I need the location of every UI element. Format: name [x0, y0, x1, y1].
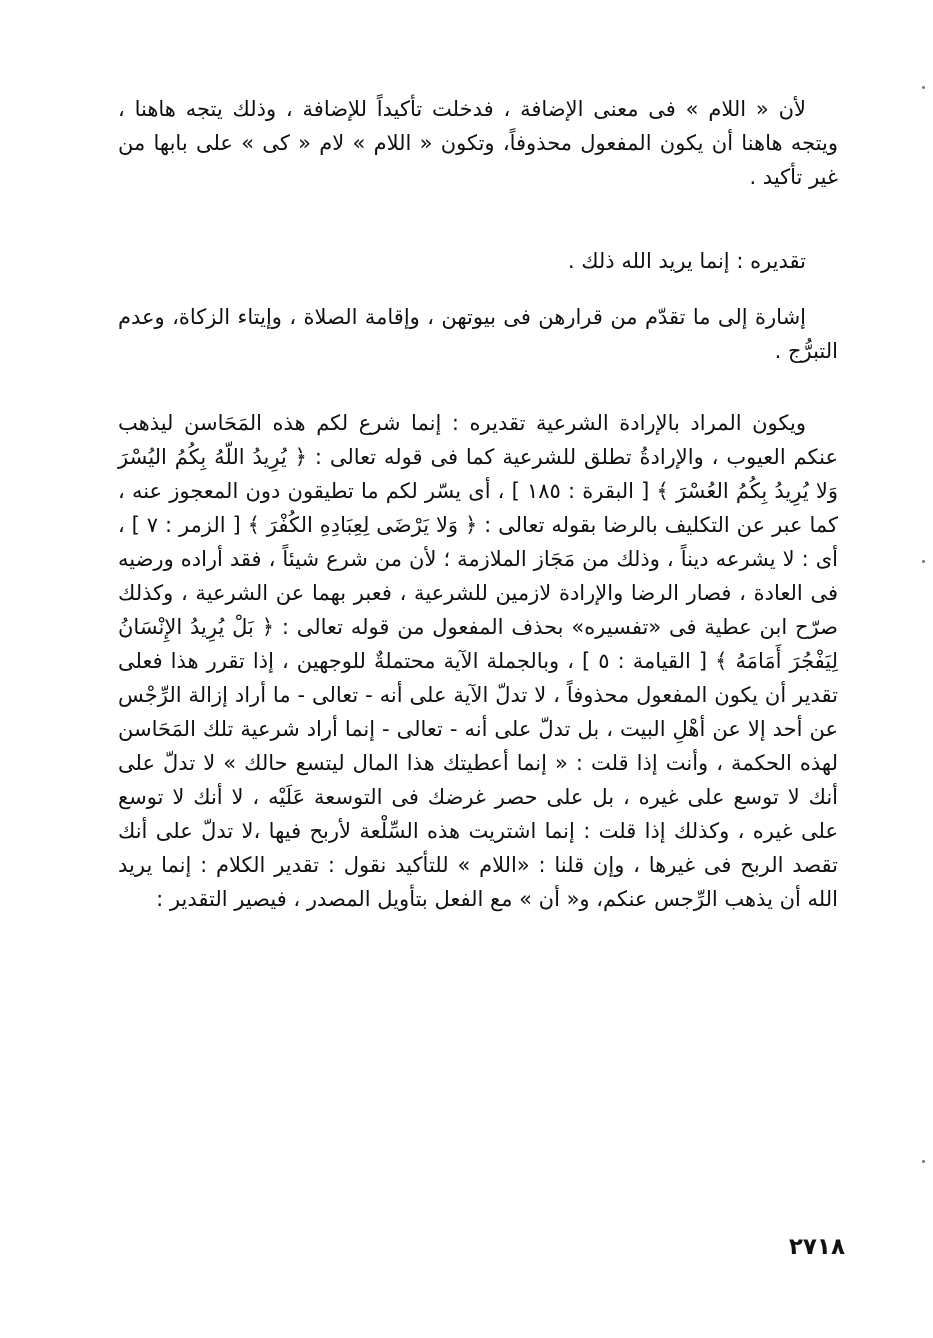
scan-speck [922, 86, 925, 89]
paragraph-text: إشارة إلى ما تقدّم من قرارهن فى بيوتهن ، وإقامة الصلاة ، وإيتاء الزكاة، وعدم التبرُّج . [118, 305, 838, 363]
scan-speck [922, 1160, 925, 1163]
paragraph-text: تقديره : إنما يريد الله ذلك . [567, 249, 806, 273]
paragraph-4 [118, 406, 838, 916]
paragraph-2 [118, 244, 838, 278]
paragraph-text: ويكون المراد بالإرادة الشرعية تقديره : إنما شرع لكم هذه المَحَاسن ليذهب عنكم العيوب ، والإرادةُ تطلق للشرعية كما فى قوله تعالى : ﴿ يُرِيدُ اللّهُ بِكُمُ اليُسْرَ وَلا يُرِيدُ بِكُمُ العُسْرَ ﴾ [ البقرة : ١٨٥ ] ، أى يسّر لكم ما تطيقون دون المعجوز عنه ، كما عبر عن التكليف بالرضا بقوله تعالى : ﴿ وَلا يَرْضَى لِعِبَادِهِ الكُفْرَ ﴾ [ الزمر : ٧ ] ، أى : لا يشرعه ديناً ، وذلك من مَجَاز الملازمة ؛ لأن من شرع شيئاً ، فقد أراده ورضيه فى العادة ، فصار الرضا والإرادة لازمين للشرعية ، فعبر بهما عن الشرعية ، وكذلك صرّح ابن عطية فى «تفسيره» بحذف المفعول من قوله تعالى : ﴿ بَلْ يُرِيدُ الإِنْسَانُ لِيَفْجُرَ أَمَامَهُ ﴾ [ القيامة : ٥ ] ، وبالجملة الآية محتملةٌ للوجهين ، إذا تقرر هذا فعلى تقدير أن يكون المفعول محذوفاً ، لا تدلّ الآية على أنه - تعالى - ما أراد إزالة الرِّجْس عن أحد إلا عن أهْلِ البيت ، بل تدلّ على أنه - تعالى - إنما أراد شرعية تلك المَحَاسن لهذه الحكمة ، وأنت إذا قلت : « إنما أعطيتك هذا المال ليتسع حالك » لا تدلّ على أنك لا توسع على غيره ، بل على حصر غرضك فى التوسعة عَلَيْه ، لا أنك لا توسع على غيره ، وكذلك إذا قلت : إنما اشتريت هذه السِّلْعة لأربح فيها ،لا تدلّ على أنك تقصد الربح فى غيرها ، وإن قلنا : «اللام » للتأكيد نقول : تقدير الكلام : إنما يريد الله أن يذهب الرِّجس عنكم، و« أن » مع الفعل بتأويل المصدر ، فيصير التقدير : [118, 411, 839, 911]
paragraph-text: لأن « اللام » فى معنى الإضافة ، فدخلت تأكيداً للإضافة ، وذلك يتجه هاهنا ، ويتجه هاهنا أن يكون المفعول محذوفاً، وتكون « اللام » لام « كى » على بابها من غير تأكيد . [118, 97, 838, 189]
paragraph-3 [118, 300, 838, 368]
page-number: ٢٧١٨ [788, 1234, 845, 1260]
paragraph-1 [118, 92, 838, 194]
scan-speck [922, 560, 925, 563]
